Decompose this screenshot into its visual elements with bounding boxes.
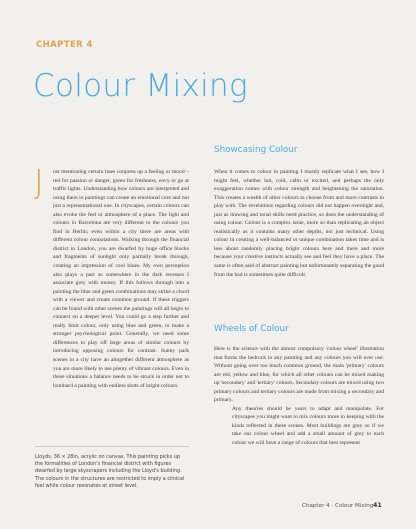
page-number: 41 — [373, 502, 382, 509]
chapter-title: Colour Mixing — [33, 68, 248, 104]
intro-paragraph-wrap — [34, 162, 189, 390]
section-heading-wheels-of-colour: Wheels of Colour — [214, 324, 289, 334]
chapter-label: CHAPTER 4 — [36, 40, 93, 50]
left-column — [34, 162, 189, 390]
caption-divider — [35, 446, 189, 447]
right-column-top — [214, 168, 384, 279]
paragraph-wheels-of-colour: Here is the science with the almost compulsory 'colour wheel' illustration that forms the bedrock to any painting and any colours you will ever use. Without going over too much common ground, the main 'primary' colours are red, yellow and blue, for which all other colours can be mixed making up 'secondary' and 'tertiary' colours. Secondary colours are mixed using two primary colours and tertiary colours are made from mixing a secondary and primary. — [214, 346, 384, 404]
intro-paragraph: ust mentioning certain hues conjures up a feeling or mood – red for passion or danger, green for freshness, envy or go at traffic lights. Understanding how colours are interpreted and using them in paintings can create an emotional core and not just a representational one. In cityscapes, certain colours can also evoke the feel or atmosphere of a place. The light and colours in Barcelona are very different to the colours you find in Berlin; even within a city there are areas with different colour connotations. Walking through the financial district in London, you are dwarfed by huge office blocks and fragments of sunlight only partially break through, creating an impression of cool blues. My own perception also plays a part as somewhere in the dark recesses I associate grey with money. If this follows through into a painting the blue and green combinations may strike a chord with a viewer and create common ground. If these triggers can be found with other scenes the paintings will all begin to connect on a deeper level. You could go a step further and really limit colour, only using blue and green, to make a stronger psychological point. Generally, we need some differences to play off large areas of similar colours by introducing opposing colours for contrast. Sunny park scenes in a city have an altogether different atmosphere as you are more likely to use plenty of vibrant colours. Even in these situations a balance needs to be struck in order not to bombard a painting with endless shots of bright colours. — [53, 169, 189, 389]
section-heading-showcasing-colour: Showcasing Colour — [214, 145, 298, 155]
drop-cap: J — [34, 162, 44, 201]
paragraph-theories: Any theories should be years to adapt and manipulate. For cityscapes you might want to mix colours more in keeping with the kinds reflected in these scenes. Most buildings are grey so if we take our colour wheel and add a small amount of grey to each colour we will have a range of colours that best represent — [232, 405, 384, 447]
running-footer: Chapter 4 · Colour Mixing — [302, 503, 374, 509]
right-column-bottom — [214, 345, 384, 448]
image-caption: Lloyds, 36 × 28in, acrylic on canvas. This painting picks up the formalities of London's financial district with figures dwarfed by large skyscrapers including the Lloyd's building. The colours in the structures are restricted to imply a clinical feel while colour resonates at street level. — [35, 454, 185, 489]
paragraph-showcasing-colour: When it comes to colour in painting I mostly replicate what I see, how I might feel, whether hot, cold, calm or excited, and perhaps the only exaggeration comes with colour strength and heightening the saturation. This creates a wealth of other colours to choose from and more contrasts to play with. The revelations regarding colours did not happen overnight and, just as drawing and tonal skills need practice, so does the understanding of using colour. Colour is a complex issue, more so than replicating an object realistically as it contains many other depths, not just technical. Using colour in creating a well-balanced or unique combination takes time and is less about randomly placing bright colours here and there and more because your creative instincts actually see and feel they have a place. The same is often said of abstract painting but unfortunately separating the good from the bad is sometimes quite difficult. — [214, 169, 384, 278]
